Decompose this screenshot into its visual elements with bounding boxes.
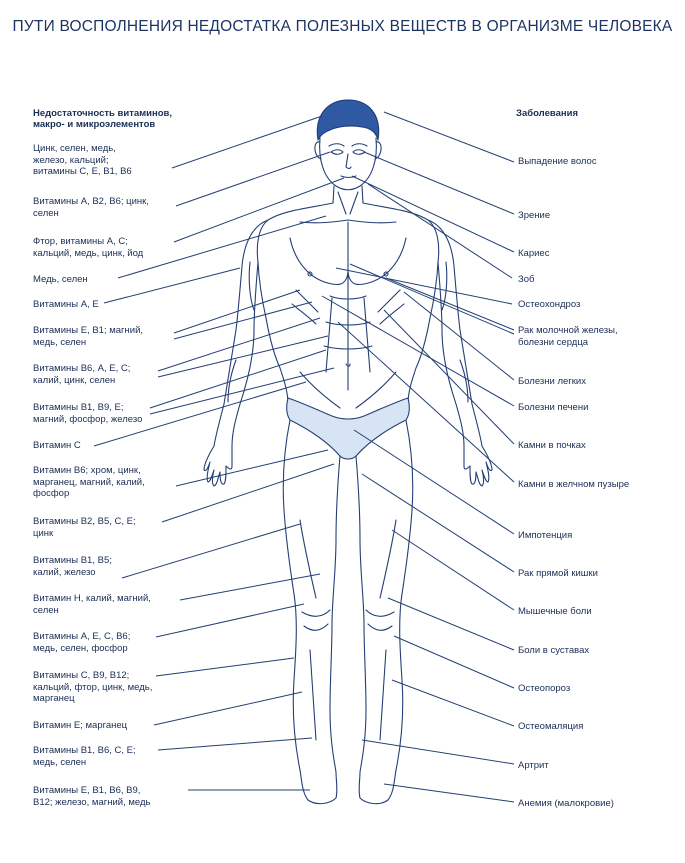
pointer-line bbox=[392, 530, 514, 610]
label-line: Витамины А, Е bbox=[33, 299, 99, 310]
pointer-line bbox=[150, 350, 326, 408]
label-line: Рак молочной железы, bbox=[518, 325, 618, 336]
disease-label: Артрит bbox=[518, 760, 549, 771]
label-line: медь, селен bbox=[33, 336, 87, 348]
pointer-line bbox=[336, 268, 512, 304]
pointer-line bbox=[174, 290, 300, 333]
disease-label: Кариес bbox=[518, 248, 550, 259]
pointer-line bbox=[392, 680, 514, 726]
pointer-line bbox=[354, 430, 514, 534]
label-line: селен bbox=[33, 604, 59, 616]
pointer-line bbox=[176, 450, 328, 486]
pointer-line bbox=[322, 296, 514, 406]
label-line: Витамины В6, А, Е, С; bbox=[33, 363, 131, 374]
disease-label: Остеомаляция bbox=[518, 721, 584, 732]
label-line: цинк bbox=[33, 527, 54, 539]
disease-label: Импотенция bbox=[518, 530, 573, 541]
leg-right bbox=[356, 420, 413, 772]
pointer-line bbox=[364, 152, 514, 214]
shin-right bbox=[380, 650, 386, 740]
label-line: кальций, фтор, цинк, медь, bbox=[33, 681, 153, 693]
shin-left bbox=[310, 650, 316, 740]
label-line: Витамины А, В2, В6; цинк, bbox=[33, 196, 149, 207]
disease-label: Боли в суставах bbox=[518, 645, 590, 656]
leg-left bbox=[283, 420, 340, 772]
label-line: селен bbox=[33, 207, 59, 219]
knee-right bbox=[366, 610, 394, 630]
pointer-line bbox=[394, 636, 514, 688]
label-line: медь, селен, фосфор bbox=[33, 642, 128, 654]
label-line: Витамины В1, В9, Е; bbox=[33, 402, 124, 413]
deficiency-header-line-2: макро- и микроэлементов bbox=[33, 119, 156, 130]
neck-muscle bbox=[338, 192, 358, 214]
label-line: Витамин Н, калий, магний, bbox=[33, 593, 151, 604]
label-line: Витамины Е, В1, В6, В9, bbox=[33, 785, 141, 796]
knee-left bbox=[302, 610, 330, 630]
label-line: Витамины В1, В5; bbox=[33, 555, 112, 566]
pointer-line bbox=[156, 604, 304, 637]
thigh-line-left bbox=[300, 520, 316, 598]
disease-label: Болезни легких bbox=[518, 376, 586, 387]
pointer-line bbox=[122, 524, 300, 578]
arm-left bbox=[214, 220, 268, 446]
chest-right bbox=[348, 238, 406, 285]
label-line: марганец, магний, калий, bbox=[33, 476, 145, 488]
human-figure bbox=[204, 100, 492, 804]
pointer-line bbox=[384, 784, 514, 802]
foot-right bbox=[359, 770, 396, 804]
disease-header: Заболевания bbox=[516, 108, 578, 119]
label-line: калий, цинк, селен bbox=[33, 374, 116, 386]
head-outline bbox=[320, 138, 377, 190]
chest-left bbox=[290, 238, 348, 285]
pointer-line bbox=[180, 574, 320, 600]
pointer-line bbox=[154, 692, 302, 725]
label-line: Витамины В2, В5, С, Е; bbox=[33, 516, 136, 527]
pointer-line bbox=[176, 152, 330, 206]
label-line: марганец bbox=[33, 693, 75, 704]
eye-left bbox=[331, 150, 343, 155]
label-line: Витамины В1, В6, С, Е; bbox=[33, 745, 136, 756]
label-line: фосфор bbox=[33, 488, 70, 499]
pointer-line bbox=[362, 474, 514, 572]
pointer-line bbox=[162, 464, 334, 522]
label-line: Витамин С bbox=[33, 440, 81, 451]
disease-label: Камни в желчном пузыре bbox=[518, 479, 630, 490]
label-line: Витамины Е, В1; магний, bbox=[33, 325, 144, 336]
disease-label: Камни в почках bbox=[518, 440, 586, 451]
thigh-line-right bbox=[380, 520, 396, 598]
eyebrow-right bbox=[352, 144, 367, 146]
disease-label: Рак прямой кишки bbox=[518, 568, 598, 579]
label-line: Витамины С, В9, В12; bbox=[33, 670, 130, 681]
label-line: железо, кальций; bbox=[33, 154, 109, 166]
disease-label: Зоб bbox=[518, 274, 535, 285]
disease-label: Остеохондроз bbox=[518, 299, 581, 310]
label-line: Цинк, селен, медь, bbox=[33, 143, 116, 154]
pointer-line bbox=[388, 598, 514, 650]
eyebrow-left bbox=[329, 144, 344, 146]
hair-shape bbox=[317, 100, 378, 140]
label-line: витамины С, Е, В1, В6 bbox=[33, 166, 132, 177]
pointer-line bbox=[384, 112, 514, 162]
pointer-line bbox=[158, 738, 312, 750]
label-line: медь, селен bbox=[33, 756, 87, 768]
pointer-line bbox=[368, 184, 512, 278]
foot-left bbox=[300, 770, 337, 804]
hand-left bbox=[204, 446, 232, 486]
label-line: В12; железо, магний, медь bbox=[33, 796, 151, 808]
pointer-line bbox=[386, 278, 514, 330]
disease-label: Остеопороз bbox=[518, 683, 571, 694]
pointer-line bbox=[118, 216, 326, 278]
ribs-left bbox=[292, 290, 318, 324]
page-title: ПУТИ ВОСПОЛНЕНИЯ НЕДОСТАТКА ПОЛЕЗНЫХ ВЕЩЕСТВ В ОРГАНИЗМЕ ЧЕЛОВЕКА bbox=[12, 18, 673, 35]
disease-label: Выпадение волос bbox=[518, 156, 597, 167]
hand-right bbox=[464, 446, 492, 486]
pointer-lines bbox=[94, 112, 514, 802]
label-line: кальций, медь, цинк, йод bbox=[33, 247, 144, 259]
neck-outline bbox=[333, 186, 363, 203]
label-line: калий, железо bbox=[33, 566, 96, 578]
shorts bbox=[287, 398, 410, 459]
label-line: Витамин Е; марганец bbox=[33, 720, 128, 731]
pointer-line bbox=[156, 658, 294, 676]
pointer-line bbox=[404, 292, 514, 380]
pointer-line bbox=[158, 318, 320, 371]
label-line: Медь, селен bbox=[33, 274, 88, 285]
eye-right bbox=[353, 150, 365, 155]
ribs-right bbox=[378, 290, 404, 324]
deficiency-header-line-1: Недостаточность витаминов, bbox=[33, 108, 173, 119]
label-line: Витамины А, Е, С, В6; bbox=[33, 631, 131, 642]
disease-label: Анемия (малокровие) bbox=[518, 798, 614, 809]
label-line: Витамин В6; хром, цинк, bbox=[33, 465, 141, 476]
pointer-line bbox=[352, 176, 514, 252]
bicep-left bbox=[249, 262, 254, 310]
pointer-line bbox=[174, 178, 344, 242]
pointer-line bbox=[104, 268, 240, 303]
disease-label: Мышечные боли bbox=[518, 606, 592, 617]
disease-label: Зрение bbox=[518, 210, 551, 221]
pointer-line bbox=[384, 310, 514, 444]
disease-label: Болезни печени bbox=[518, 402, 589, 413]
pointer-line bbox=[172, 116, 322, 168]
pointer-line bbox=[174, 302, 312, 339]
nose bbox=[346, 154, 351, 169]
label-line: болезни сердца bbox=[518, 336, 589, 348]
pointer-line bbox=[158, 336, 328, 377]
label-line: магний, фосфор, железо bbox=[33, 413, 143, 425]
pointer-line bbox=[362, 740, 514, 764]
label-line: Фтор, витамины А, С; bbox=[33, 236, 128, 247]
